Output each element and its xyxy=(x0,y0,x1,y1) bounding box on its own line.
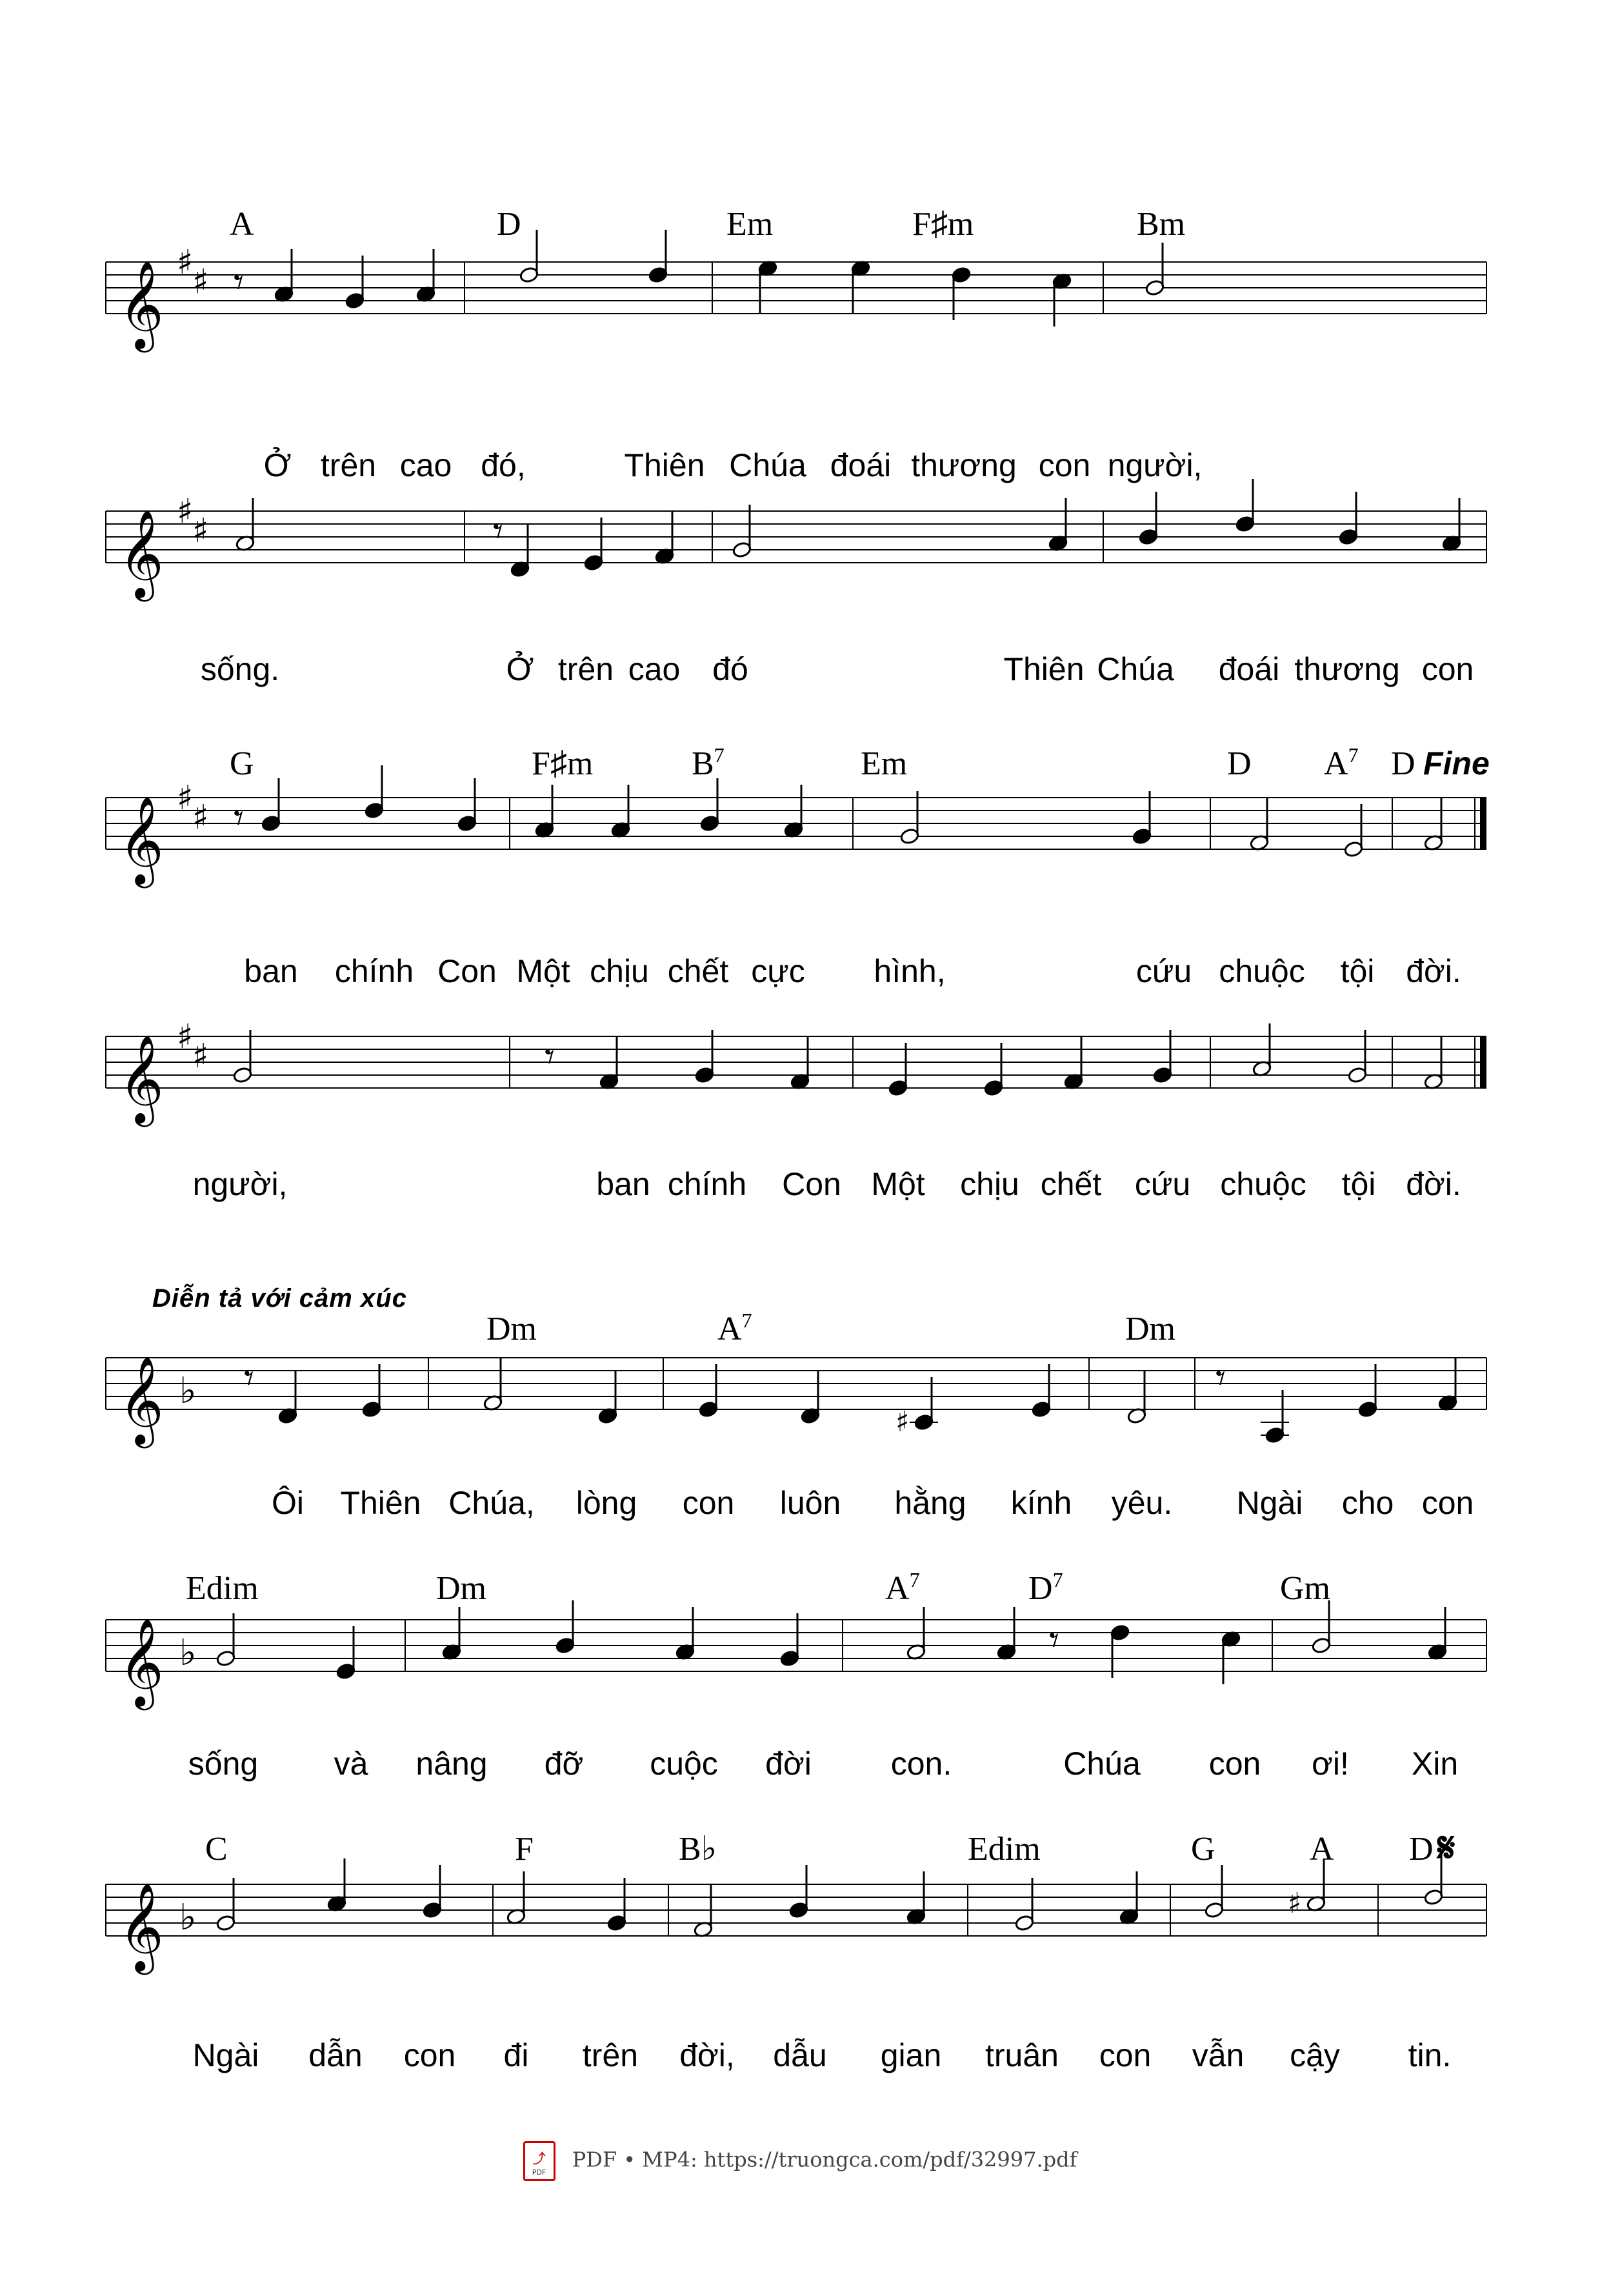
note xyxy=(423,1865,443,1918)
lyric: Thiên xyxy=(624,447,705,483)
note xyxy=(216,1613,236,1667)
footer-link[interactable]: PDF • MP4: https://truongca.com/pdf/32997.pdf xyxy=(572,2147,1077,2172)
lyric: thương xyxy=(1294,651,1400,687)
lyric: dẫu xyxy=(773,2037,827,2073)
svg-text:♭: ♭ xyxy=(179,1632,197,1674)
note xyxy=(1261,1390,1289,1444)
fine-marking: Fine xyxy=(1423,745,1490,781)
note xyxy=(336,1626,356,1680)
note xyxy=(1348,1030,1368,1083)
segno-sign: 𝄋 xyxy=(1437,1824,1455,1872)
treble-clef-icon: 𝄞 xyxy=(119,1034,164,1123)
svg-text:♯: ♯ xyxy=(177,492,194,531)
lyric: lòng xyxy=(575,1485,637,1521)
note xyxy=(900,791,920,845)
chord: $A^7$ xyxy=(717,1309,752,1347)
note xyxy=(1438,1358,1458,1411)
note xyxy=(952,267,972,320)
lyric: nâng xyxy=(415,1746,488,1782)
chord: G xyxy=(230,745,254,782)
note xyxy=(1153,1030,1173,1083)
chord: A xyxy=(1310,1831,1334,1868)
chord: F♯m xyxy=(532,745,594,782)
note xyxy=(1428,1607,1448,1660)
note xyxy=(457,778,477,832)
note xyxy=(1048,498,1068,552)
lyric: con xyxy=(1208,1746,1261,1782)
lyric: Chúa xyxy=(729,447,806,483)
lyric: Ở xyxy=(506,651,534,687)
lyric: chính xyxy=(667,1166,747,1202)
rest-icon: 𝄾 xyxy=(234,260,244,305)
svg-text:♯: ♯ xyxy=(177,243,194,282)
treble-clef-icon: 𝄞 xyxy=(119,795,164,884)
note xyxy=(599,1036,619,1090)
chord: D xyxy=(497,206,521,243)
lyric: trên xyxy=(557,651,614,687)
lyric: sống xyxy=(188,1746,259,1782)
note xyxy=(1344,804,1364,858)
lyric: hình, xyxy=(874,953,946,989)
lyric: luôn xyxy=(779,1485,841,1521)
lyric: đó xyxy=(712,651,748,687)
staff-5 xyxy=(106,1355,1486,1448)
lyric: chuộc xyxy=(1219,953,1305,989)
note xyxy=(1250,798,1270,851)
lyric: Một xyxy=(516,953,570,989)
rest-icon: 𝄾 xyxy=(1049,1618,1059,1663)
lyric: vẫn xyxy=(1192,2037,1245,2073)
chord: $D^7$ xyxy=(1028,1568,1063,1607)
lyric: ban xyxy=(596,1166,650,1202)
note xyxy=(789,1865,809,1918)
lyric: chịu xyxy=(960,1166,1019,1202)
note xyxy=(699,1364,719,1418)
rest-icon: 𝄾 xyxy=(234,796,244,841)
lyric: Xin xyxy=(1411,1746,1459,1782)
staff-6 xyxy=(106,1600,1486,1710)
note xyxy=(1132,791,1152,845)
lyric: truân xyxy=(985,2037,1059,2073)
svg-text:♯: ♯ xyxy=(1288,1887,1302,1920)
note xyxy=(801,1371,821,1424)
note xyxy=(442,1607,462,1660)
rest-icon: 𝄾 xyxy=(244,1356,254,1401)
treble-clef-icon: 𝄞 xyxy=(119,1882,164,1971)
treble-clef-icon: 𝄞 xyxy=(119,259,164,348)
note xyxy=(235,498,255,552)
lyric: con xyxy=(682,1485,735,1521)
note xyxy=(790,1036,810,1090)
note xyxy=(1145,243,1165,296)
note xyxy=(1312,1600,1332,1654)
lyric: chính xyxy=(334,953,414,989)
lyric: cứu xyxy=(1135,953,1192,989)
lyric: chết xyxy=(1040,1166,1102,1202)
note xyxy=(535,785,555,838)
note xyxy=(997,1607,1017,1660)
lyric: cậy xyxy=(1290,2037,1340,2073)
note xyxy=(598,1371,618,1424)
lyric: con xyxy=(1421,651,1474,687)
chord: A xyxy=(230,206,254,243)
lyric: cao xyxy=(399,447,452,483)
note xyxy=(732,505,752,558)
lyric: con xyxy=(403,2037,456,2073)
chord: D xyxy=(1391,745,1415,782)
lyric: Ngài xyxy=(1236,1485,1303,1521)
svg-text:♭: ♭ xyxy=(179,1370,197,1412)
lyric: dẫn xyxy=(308,2037,363,2073)
chord: Bm xyxy=(1137,206,1186,243)
note xyxy=(780,1613,800,1667)
staff-4 xyxy=(106,1018,1486,1127)
lyric: đời, xyxy=(679,2037,735,2073)
lyric: tội xyxy=(1341,1166,1376,1202)
lyric: tin. xyxy=(1408,2037,1452,2073)
note xyxy=(784,785,804,838)
chord: Em xyxy=(861,745,908,782)
chord: $A^7$ xyxy=(1324,743,1359,782)
note xyxy=(1064,1036,1084,1090)
treble-clef-icon: 𝄞 xyxy=(119,1617,164,1706)
lyric: chịu xyxy=(590,953,649,989)
note xyxy=(506,1871,526,1925)
lyric: Chúa, xyxy=(448,1485,535,1521)
note xyxy=(1424,798,1444,851)
lyric: cho xyxy=(1341,1485,1394,1521)
svg-text:♯: ♯ xyxy=(192,512,209,550)
staff-2 xyxy=(106,479,1486,601)
lyric: chuộc xyxy=(1220,1166,1306,1202)
chord: B♭ xyxy=(679,1831,717,1868)
note xyxy=(274,249,294,303)
note xyxy=(233,1030,253,1083)
note xyxy=(584,518,604,571)
chord: G xyxy=(1191,1831,1215,1868)
lyric: trên xyxy=(320,447,377,483)
svg-text:♯: ♯ xyxy=(895,1405,910,1438)
chord: D xyxy=(1409,1831,1434,1868)
lyric: Ôi xyxy=(272,1485,304,1521)
svg-text:♯: ♯ xyxy=(177,779,194,818)
note xyxy=(1015,1878,1035,1931)
chord: F xyxy=(515,1831,534,1868)
lyric: người, xyxy=(1107,447,1203,483)
note xyxy=(1358,1364,1378,1418)
chord: Edim xyxy=(186,1570,259,1607)
staff-7 xyxy=(106,1852,1486,1975)
chord: Dm xyxy=(486,1311,537,1347)
lyric: ơi! xyxy=(1312,1746,1349,1782)
lyric: chết xyxy=(667,953,729,989)
lyric: Chúa xyxy=(1097,651,1174,687)
lyric: đỡ xyxy=(544,1746,584,1782)
lyric: sống. xyxy=(200,651,280,687)
staff-3 xyxy=(106,765,1486,888)
expression-marking: Diễn tả với cảm xúc xyxy=(152,1284,407,1313)
lyric: Con xyxy=(437,953,497,989)
note xyxy=(416,249,436,303)
note xyxy=(327,1858,347,1912)
lyric: kính xyxy=(1010,1485,1072,1521)
note xyxy=(648,230,668,283)
svg-text:♯: ♯ xyxy=(177,1018,194,1056)
note xyxy=(1032,1364,1052,1418)
note xyxy=(758,260,778,314)
lyric: đoái xyxy=(1218,651,1280,687)
chord: C xyxy=(205,1831,228,1868)
lyric: con xyxy=(1038,447,1091,483)
note xyxy=(1110,1624,1130,1678)
note xyxy=(1235,479,1255,532)
note xyxy=(1252,1023,1272,1077)
lyric: Ngài xyxy=(192,2037,259,2073)
svg-text:♭: ♭ xyxy=(179,1897,197,1939)
note xyxy=(1442,498,1462,552)
lyric: và xyxy=(334,1746,368,1782)
lyric: đời xyxy=(765,1746,812,1782)
svg-text:♯: ♯ xyxy=(192,1037,209,1076)
note xyxy=(675,1607,695,1660)
chord: $A^7$ xyxy=(885,1568,920,1607)
note xyxy=(655,511,675,565)
lyric: Con xyxy=(782,1166,841,1202)
note xyxy=(1052,273,1072,327)
pdf-icon[interactable]: ⤴ PDF xyxy=(523,2141,555,2181)
lyric: yêu. xyxy=(1111,1485,1173,1521)
lyric: cuộc xyxy=(650,1746,718,1782)
rest-icon: 𝄾 xyxy=(493,509,503,554)
rest-icon: 𝄾 xyxy=(1215,1356,1226,1401)
note xyxy=(1205,1865,1225,1918)
svg-text:♯: ♯ xyxy=(192,263,209,301)
note xyxy=(278,1371,298,1424)
lyric: tội xyxy=(1340,953,1375,989)
svg-text:♯: ♯ xyxy=(192,798,209,837)
lyric: đoái xyxy=(830,447,892,483)
note xyxy=(216,1878,236,1931)
lyric: đi xyxy=(503,2037,529,2073)
note xyxy=(700,778,720,832)
lyric: Một xyxy=(871,1166,925,1202)
lyric: Thiên xyxy=(1003,651,1085,687)
lyric: Ở xyxy=(263,447,292,483)
chord: F♯m xyxy=(912,206,974,243)
note xyxy=(510,524,530,578)
lyric: con xyxy=(1099,2037,1152,2073)
note xyxy=(365,765,385,819)
note xyxy=(261,778,281,832)
lyric: ban xyxy=(244,953,298,989)
note xyxy=(895,1377,938,1438)
lyric: đó, xyxy=(481,447,526,483)
chord: D xyxy=(1227,745,1252,782)
chord: Em xyxy=(726,206,774,243)
rest-icon: 𝄾 xyxy=(545,1034,555,1080)
note xyxy=(1221,1631,1241,1684)
lyric: thương xyxy=(911,447,1017,483)
note xyxy=(694,1884,714,1938)
chord: Dm xyxy=(1125,1311,1175,1347)
lyric: cao xyxy=(628,651,681,687)
lyric: Chúa xyxy=(1063,1746,1141,1782)
note xyxy=(607,1878,627,1931)
treble-clef-icon: 𝄞 xyxy=(119,509,164,598)
chord: Dm xyxy=(436,1570,486,1607)
footer xyxy=(0,2141,1600,2181)
lyric: đời. xyxy=(1406,1166,1461,1202)
lyric: trên xyxy=(582,2037,639,2073)
note xyxy=(1339,492,1359,545)
note xyxy=(984,1043,1004,1096)
chord: $B^7$ xyxy=(692,743,725,782)
note xyxy=(483,1358,503,1411)
chord: Edim xyxy=(968,1831,1041,1868)
lyric: cứu xyxy=(1134,1166,1191,1202)
note xyxy=(519,230,539,283)
note xyxy=(695,1030,715,1083)
note xyxy=(888,1043,908,1096)
lyric: Thiên xyxy=(340,1485,421,1521)
note xyxy=(906,1607,926,1660)
note xyxy=(1424,1036,1444,1090)
staff-1 xyxy=(106,230,1486,352)
lyric: gian xyxy=(880,2037,942,2073)
lyric: con. xyxy=(890,1746,952,1782)
note xyxy=(1139,492,1159,545)
note xyxy=(362,1364,382,1418)
note xyxy=(1119,1871,1139,1925)
note xyxy=(611,785,631,838)
chord: Gm xyxy=(1280,1570,1330,1607)
lyric: cực xyxy=(751,953,805,989)
lyric: con xyxy=(1421,1485,1474,1521)
note xyxy=(851,260,871,314)
note xyxy=(1127,1371,1147,1424)
lyric: người, xyxy=(192,1166,288,1202)
lyric: hằng xyxy=(894,1485,966,1521)
lyric: đời. xyxy=(1406,953,1461,989)
note xyxy=(906,1871,926,1925)
note xyxy=(345,256,365,309)
note xyxy=(555,1600,575,1654)
treble-clef-icon: 𝄞 xyxy=(119,1355,164,1444)
